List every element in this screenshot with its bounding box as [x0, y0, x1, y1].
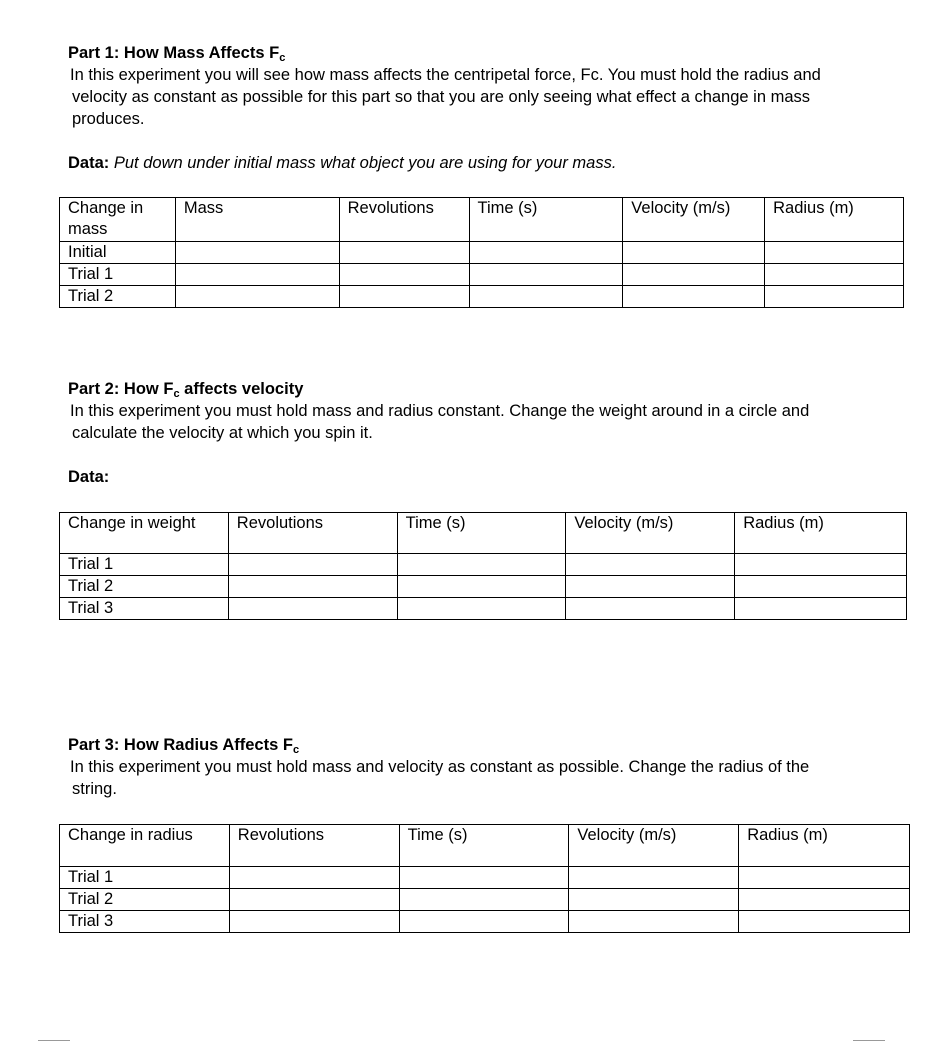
table-cell[interactable] — [399, 911, 569, 933]
table-cell[interactable] — [739, 889, 910, 911]
table-cell[interactable] — [228, 576, 397, 598]
table-cell[interactable] — [175, 242, 339, 264]
table-row — [60, 576, 907, 598]
row-label: Trial 3 — [60, 598, 229, 620]
column-header: Change in mass — [60, 198, 176, 242]
table-cell[interactable] — [469, 242, 623, 264]
table-cell[interactable] — [735, 554, 907, 576]
table-cell[interactable] — [229, 911, 399, 933]
table-row — [60, 598, 907, 620]
table-cell[interactable] — [569, 889, 739, 911]
table-cell[interactable] — [765, 264, 904, 286]
row-label: Trial 2 — [60, 286, 176, 308]
table-cell[interactable] — [623, 264, 765, 286]
table-cell[interactable] — [566, 554, 735, 576]
column-header: Radius (m) — [765, 198, 904, 242]
table-header-row — [60, 198, 904, 242]
part2-title: Part 2: How $F_c$ affects velocity — [68, 380, 304, 400]
table-cell[interactable] — [339, 242, 469, 264]
table-cell[interactable] — [469, 264, 623, 286]
part1-data-label: Data: — [68, 154, 110, 172]
column-header: Time (s) — [399, 825, 569, 867]
table-cell[interactable] — [339, 286, 469, 308]
part3-title: Part 3: How Radius Affects $F_c$ — [68, 736, 300, 756]
column-header: Mass — [175, 198, 339, 242]
part3-section — [68, 734, 858, 800]
column-header: Velocity (m/s) — [566, 513, 735, 554]
table-cell[interactable] — [765, 286, 904, 308]
part1-title: Part 1: How Mass Affects $F_c$ — [68, 44, 286, 64]
part1-intro: In this experiment you will see how mass affects the centripetal force, Fc. You must hold the radius and velocity as constant as possible for this part so that you are only seeing what effect a change in mass produces. — [70, 66, 821, 128]
page-edge-mark-left — [38, 1040, 70, 1041]
table-cell[interactable] — [566, 598, 735, 620]
row-label: Trial 1 — [60, 264, 176, 286]
row-label: Trial 3 — [60, 911, 230, 933]
table-row — [60, 889, 910, 911]
table-header-row — [60, 825, 910, 867]
table-cell[interactable] — [229, 867, 399, 889]
table-cell[interactable] — [735, 576, 907, 598]
table-row — [60, 264, 904, 286]
table-cell[interactable] — [399, 867, 569, 889]
column-header: Change in radius — [60, 825, 230, 867]
column-header: Velocity (m/s) — [623, 198, 765, 242]
part2-intro: In this experiment you must hold mass and radius constant. Change the weight around in a circle and calculate the velocity at which you spin it. — [70, 402, 810, 442]
column-header: Change in weight — [60, 513, 229, 554]
column-header: Time (s) — [469, 198, 623, 242]
table-cell[interactable] — [228, 554, 397, 576]
part1-section — [68, 42, 858, 130]
page-edge-mark-right — [853, 1040, 885, 1041]
column-header: Revolutions — [229, 825, 399, 867]
table-cell[interactable] — [229, 889, 399, 911]
table-cell[interactable] — [623, 286, 765, 308]
table-cell[interactable] — [735, 598, 907, 620]
table-cell[interactable] — [469, 286, 623, 308]
part3-table — [59, 824, 910, 933]
column-header: Radius (m) — [739, 825, 910, 867]
table-cell[interactable] — [399, 889, 569, 911]
table-row — [60, 242, 904, 264]
table-cell[interactable] — [623, 242, 765, 264]
row-label: Trial 1 — [60, 554, 229, 576]
part2-table — [59, 512, 907, 620]
column-header: Revolutions — [228, 513, 397, 554]
table-cell[interactable] — [569, 911, 739, 933]
table-cell[interactable] — [228, 598, 397, 620]
table-row — [60, 867, 910, 889]
column-header: Revolutions — [339, 198, 469, 242]
table-row — [60, 554, 907, 576]
part2-data-label: Data: — [68, 468, 110, 486]
column-header: Velocity (m/s) — [569, 825, 739, 867]
row-label: Trial 2 — [60, 576, 229, 598]
table-cell[interactable] — [739, 867, 910, 889]
table-cell[interactable] — [397, 576, 566, 598]
table-cell[interactable] — [569, 867, 739, 889]
table-cell[interactable] — [175, 286, 339, 308]
row-label: Trial 1 — [60, 867, 230, 889]
column-header: Radius (m) — [735, 513, 907, 554]
table-cell[interactable] — [739, 911, 910, 933]
table-cell[interactable] — [765, 242, 904, 264]
table-row — [60, 911, 910, 933]
part2-section — [68, 378, 858, 444]
table-cell[interactable] — [397, 554, 566, 576]
row-label: Initial — [60, 242, 176, 264]
row-label: Trial 2 — [60, 889, 230, 911]
part1-data-line — [68, 152, 616, 174]
part2-data-line — [68, 466, 109, 488]
column-header: Time (s) — [397, 513, 566, 554]
table-header-row — [60, 513, 907, 554]
part3-intro: In this experiment you must hold mass and velocity as constant as possible. Change the radius of the string. — [70, 758, 810, 798]
table-cell[interactable] — [339, 264, 469, 286]
table-cell[interactable] — [175, 264, 339, 286]
part1-data-note: Put down under initial mass what object you are using for your mass. — [113, 154, 617, 172]
table-cell[interactable] — [566, 576, 735, 598]
part1-table — [59, 197, 904, 308]
table-cell[interactable] — [397, 598, 566, 620]
table-row — [60, 286, 904, 308]
